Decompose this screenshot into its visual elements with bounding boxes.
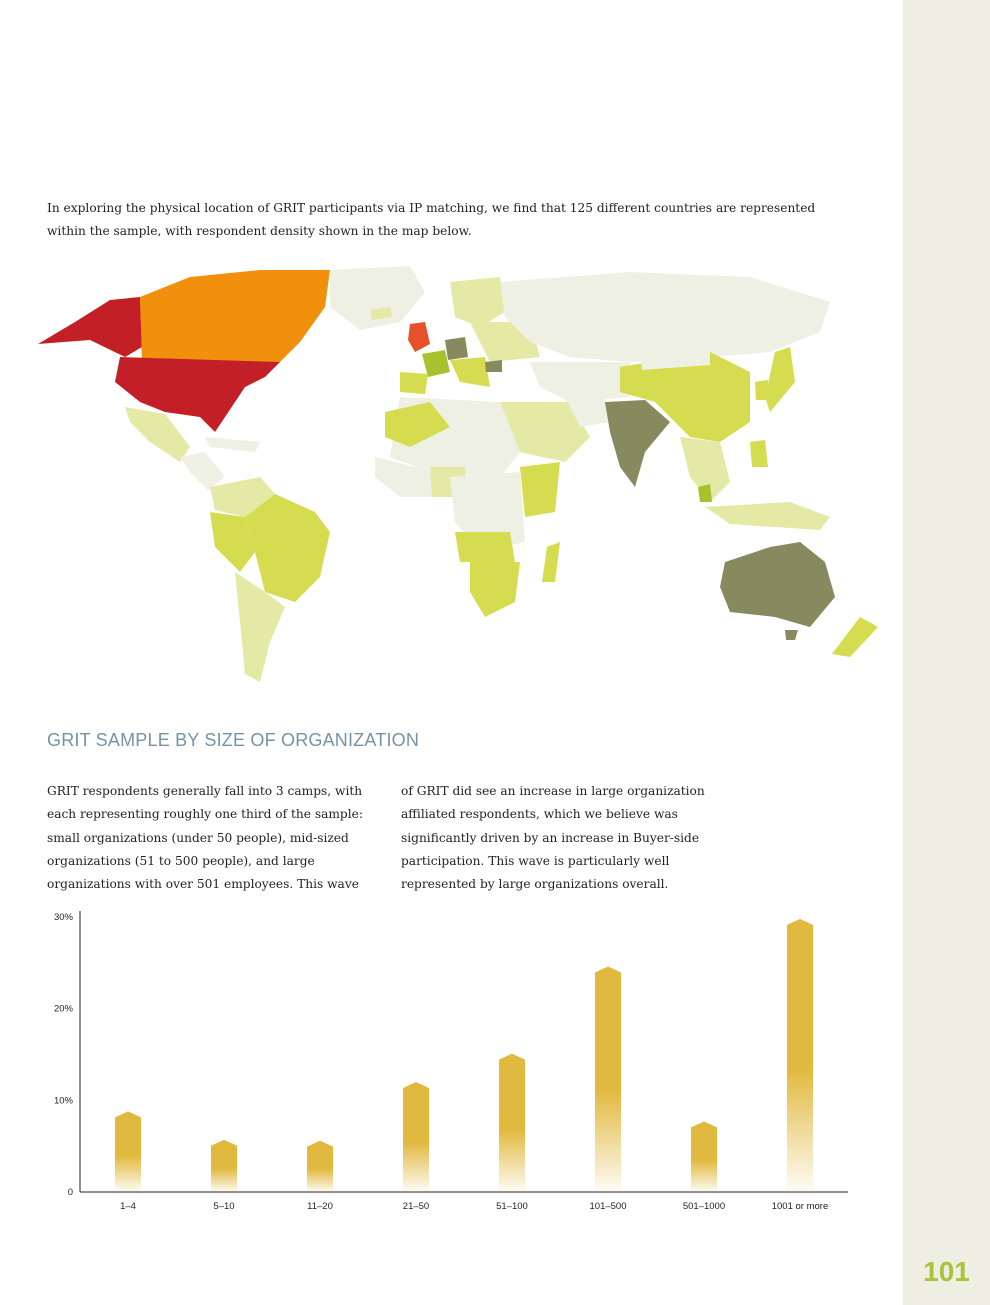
- map-indonesia: [705, 502, 830, 530]
- map-tasmania: [785, 630, 798, 640]
- body-column-left: GRIT respondents generally fall into 3 camps, with each representing roughly one third of the sample: small organizations (under 50 people), mid-sized organizations (51 to 500 people), and large organizations with over 501 employees. This wave: [47, 784, 363, 892]
- bar-7: [787, 919, 813, 1192]
- x-category-label-7: 1001 or more: [771, 1201, 829, 1212]
- map-france: [422, 350, 450, 377]
- map-romania: [485, 360, 502, 372]
- map-germany: [445, 337, 468, 360]
- map-brazil: [245, 494, 330, 602]
- x-category-label-2: 11–20: [307, 1201, 333, 1212]
- map-malaysia: [698, 484, 712, 502]
- intro-paragraph: In exploring the physical location of GRIT participants via IP matching, we find that 125 different countries are represented within the sample, with respondent density shown in the map below.: [47, 201, 816, 238]
- section-title: GRIT SAMPLE BY SIZE OF ORGANIZATION: [47, 730, 420, 750]
- map-philippines: [750, 440, 768, 467]
- org-size-bar-chart: [40, 905, 860, 1215]
- map-east-africa: [520, 462, 560, 517]
- map-italy-central-eu: [450, 357, 490, 387]
- y-tick-label-3: 30%: [53, 912, 73, 923]
- x-category-label-6: 501–1000: [682, 1201, 726, 1212]
- map-angola-zambia: [455, 532, 515, 562]
- map-mexico: [125, 407, 190, 462]
- map-scandinavia: [450, 277, 505, 327]
- map-canada: [140, 270, 330, 362]
- world-map-svg: [30, 262, 890, 687]
- right-sidebar: [903, 0, 990, 1305]
- bar-0: [115, 1111, 141, 1192]
- map-spain: [400, 372, 428, 394]
- map-australia: [720, 542, 835, 627]
- map-korea: [755, 380, 768, 400]
- body-column-right: of GRIT did see an increase in large organization affiliated respondents, which we believe was significantly driven by an increase in Buyer-side participation. This wave is particularly well represented by large organizations overall.: [401, 784, 705, 892]
- map-greenland: [330, 266, 425, 330]
- map-madagascar: [542, 542, 560, 582]
- map-central-asia: [530, 362, 630, 402]
- world-map: [30, 262, 890, 687]
- page-number: 101: [923, 1256, 970, 1287]
- map-uk: [408, 322, 430, 352]
- y-tick-label-1: 10%: [53, 1095, 73, 1107]
- x-category-label-0: 1–4: [120, 1201, 136, 1212]
- bar-5: [595, 967, 621, 1193]
- map-india: [605, 400, 670, 487]
- map-alaska: [38, 297, 142, 357]
- x-category-label-5: 101–500: [589, 1201, 627, 1212]
- y-tick-label-2: 20%: [53, 1003, 73, 1015]
- bar-3: [403, 1082, 429, 1192]
- map-southern-africa: [470, 562, 520, 617]
- bar-2: [307, 1141, 333, 1192]
- map-caribbean: [205, 437, 260, 452]
- map-central-america: [180, 452, 225, 490]
- x-category-label-3: 21–50: [402, 1201, 430, 1212]
- map-japan: [765, 347, 795, 412]
- x-category-label-4: 51–100: [496, 1201, 528, 1212]
- bar-6: [691, 1121, 717, 1192]
- chart-svg: [40, 905, 860, 1215]
- bar-4: [499, 1054, 525, 1192]
- y-tick-label-0: 0: [67, 1187, 73, 1198]
- x-category-label-1: 5–10: [213, 1201, 235, 1212]
- map-new-zealand: [832, 617, 878, 657]
- map-russia: [500, 272, 830, 362]
- bar-1: [211, 1140, 237, 1192]
